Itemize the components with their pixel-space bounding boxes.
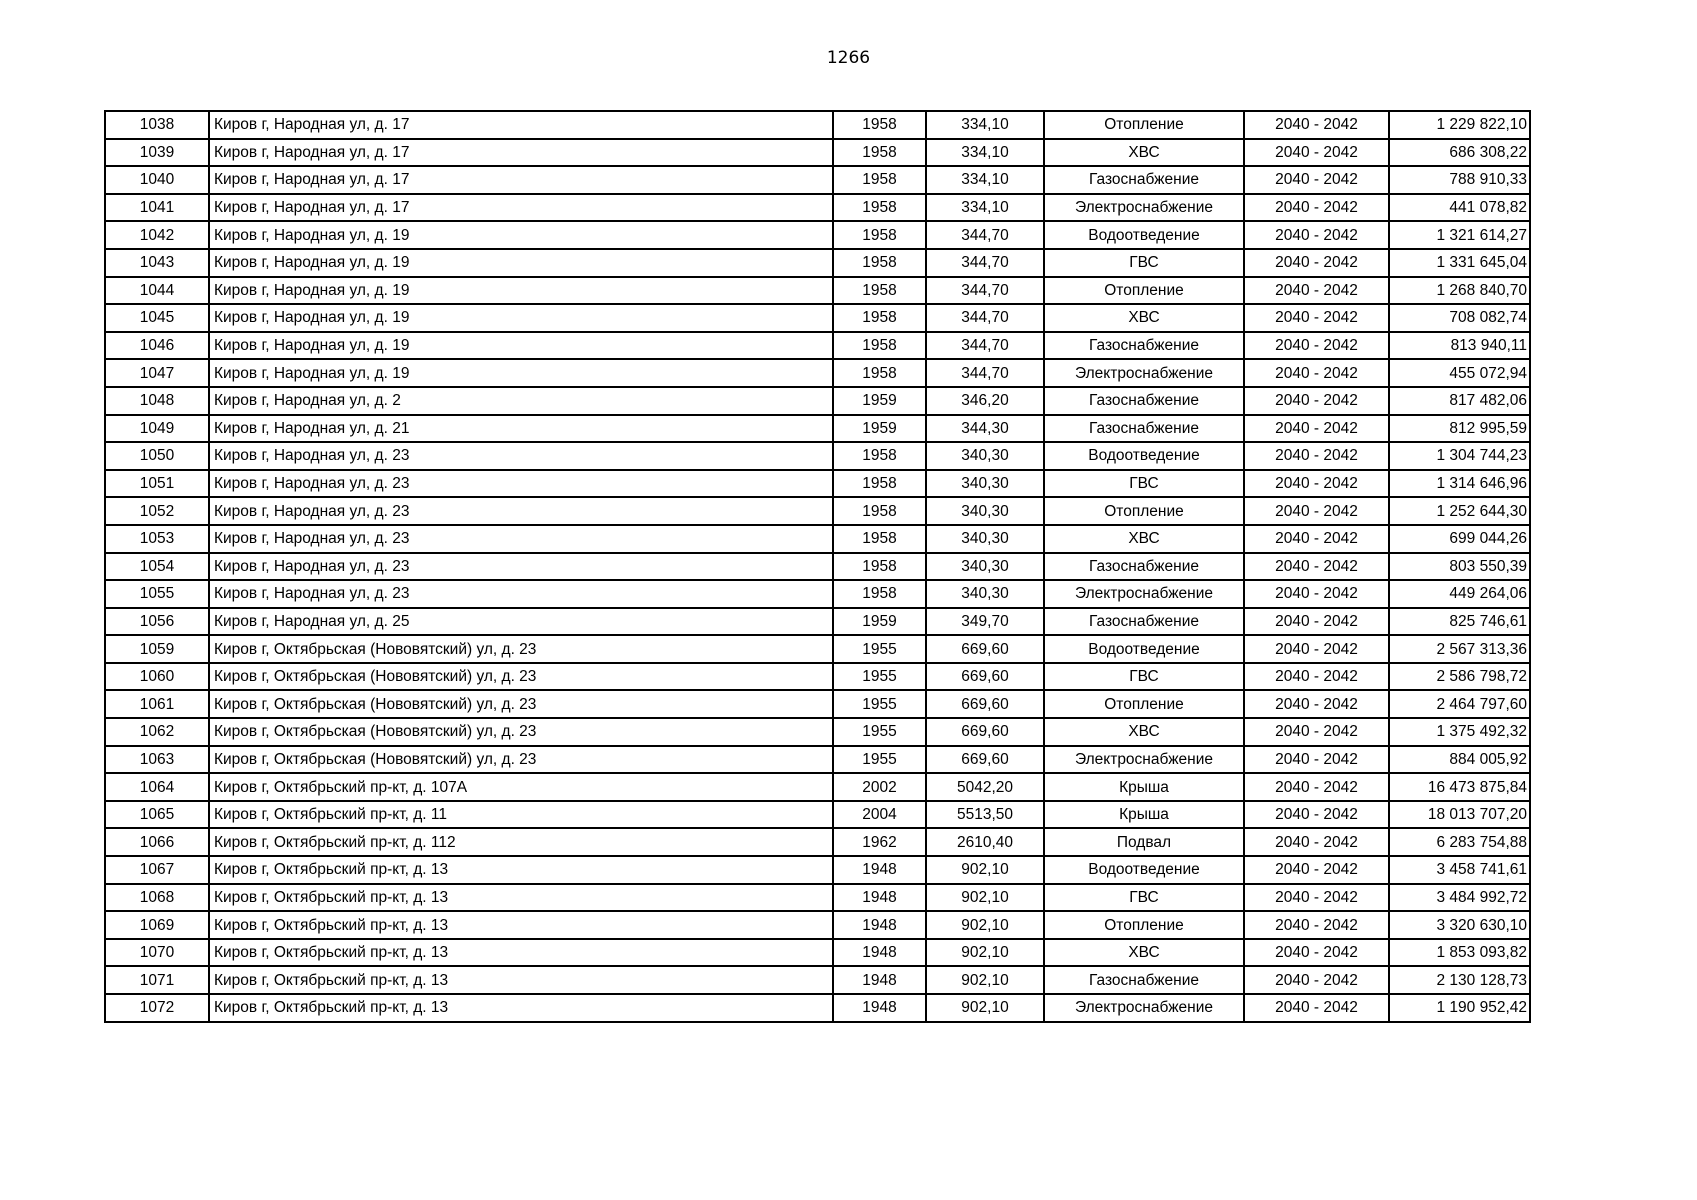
year-built-cell: 1958 <box>833 304 926 332</box>
address-cell: Киров г, Народная ул, д. 23 <box>209 442 833 470</box>
work-type-cell: Электроснабжение <box>1044 194 1244 222</box>
table-row <box>105 387 1530 415</box>
year-built-cell: 1958 <box>833 194 926 222</box>
row-number: 1060 <box>105 663 209 691</box>
year-built-cell: 1955 <box>833 663 926 691</box>
address-cell: Киров г, Октябрьская (Нововятский) ул, д. 23 <box>209 746 833 774</box>
address-cell: Киров г, Народная ул, д. 25 <box>209 608 833 636</box>
table-row <box>105 111 1530 139</box>
table-row <box>105 304 1530 332</box>
row-number: 1072 <box>105 994 209 1022</box>
area-cell: 344,70 <box>926 332 1044 360</box>
period-cell: 2040 - 2042 <box>1244 387 1389 415</box>
table-row <box>105 497 1530 525</box>
year-built-cell: 1958 <box>833 359 926 387</box>
cost-cell: 1 252 644,30 <box>1389 497 1530 525</box>
row-number: 1044 <box>105 277 209 305</box>
year-built-cell: 1948 <box>833 966 926 994</box>
row-number: 1039 <box>105 139 209 167</box>
cost-cell: 817 482,06 <box>1389 387 1530 415</box>
area-cell: 344,70 <box>926 249 1044 277</box>
work-type-cell: Водоотведение <box>1044 856 1244 884</box>
address-cell: Киров г, Октябрьский пр-кт, д. 112 <box>209 828 833 856</box>
address-cell: Киров г, Октябрьский пр-кт, д. 13 <box>209 856 833 884</box>
cost-cell: 813 940,11 <box>1389 332 1530 360</box>
address-cell: Киров г, Октябрьская (Нововятский) ул, д. 23 <box>209 690 833 718</box>
year-built-cell: 1958 <box>833 525 926 553</box>
year-built-cell: 1958 <box>833 111 926 139</box>
address-cell: Киров г, Народная ул, д. 19 <box>209 359 833 387</box>
area-cell: 669,60 <box>926 635 1044 663</box>
year-built-cell: 1958 <box>833 332 926 360</box>
work-type-cell: Водоотведение <box>1044 635 1244 663</box>
table-row <box>105 994 1530 1022</box>
row-number: 1043 <box>105 249 209 277</box>
period-cell: 2040 - 2042 <box>1244 663 1389 691</box>
table-row <box>105 801 1530 829</box>
cost-cell: 1 229 822,10 <box>1389 111 1530 139</box>
period-cell: 2040 - 2042 <box>1244 470 1389 498</box>
table-row <box>105 277 1530 305</box>
period-cell: 2040 - 2042 <box>1244 525 1389 553</box>
cost-cell: 803 550,39 <box>1389 553 1530 581</box>
year-built-cell: 1948 <box>833 911 926 939</box>
work-type-cell: Отопление <box>1044 277 1244 305</box>
cost-cell: 3 320 630,10 <box>1389 911 1530 939</box>
period-cell: 2040 - 2042 <box>1244 718 1389 746</box>
work-type-cell: ХВС <box>1044 139 1244 167</box>
address-cell: Киров г, Народная ул, д. 21 <box>209 415 833 443</box>
row-number: 1054 <box>105 553 209 581</box>
cost-cell: 18 013 707,20 <box>1389 801 1530 829</box>
address-cell: Киров г, Народная ул, д. 19 <box>209 304 833 332</box>
table-row <box>105 635 1530 663</box>
table-row <box>105 663 1530 691</box>
period-cell: 2040 - 2042 <box>1244 249 1389 277</box>
table-row <box>105 911 1530 939</box>
period-cell: 2040 - 2042 <box>1244 801 1389 829</box>
cost-cell: 1 375 492,32 <box>1389 718 1530 746</box>
area-cell: 902,10 <box>926 911 1044 939</box>
period-cell: 2040 - 2042 <box>1244 773 1389 801</box>
cost-cell: 2 586 798,72 <box>1389 663 1530 691</box>
address-cell: Киров г, Народная ул, д. 17 <box>209 139 833 167</box>
table-row <box>105 442 1530 470</box>
period-cell: 2040 - 2042 <box>1244 690 1389 718</box>
row-number: 1051 <box>105 470 209 498</box>
table-row <box>105 773 1530 801</box>
work-type-cell: Крыша <box>1044 773 1244 801</box>
period-cell: 2040 - 2042 <box>1244 194 1389 222</box>
address-cell: Киров г, Октябрьский пр-кт, д. 13 <box>209 994 833 1022</box>
address-cell: Киров г, Октябрьская (Нововятский) ул, д. 23 <box>209 635 833 663</box>
year-built-cell: 2004 <box>833 801 926 829</box>
row-number: 1047 <box>105 359 209 387</box>
area-cell: 340,30 <box>926 580 1044 608</box>
row-number: 1041 <box>105 194 209 222</box>
period-cell: 2040 - 2042 <box>1244 828 1389 856</box>
period-cell: 2040 - 2042 <box>1244 277 1389 305</box>
area-cell: 346,20 <box>926 387 1044 415</box>
address-cell: Киров г, Октябрьский пр-кт, д. 13 <box>209 911 833 939</box>
cost-cell: 686 308,22 <box>1389 139 1530 167</box>
row-number: 1068 <box>105 884 209 912</box>
period-cell: 2040 - 2042 <box>1244 939 1389 967</box>
work-type-cell: Отопление <box>1044 690 1244 718</box>
cost-cell: 1 331 645,04 <box>1389 249 1530 277</box>
work-type-cell: Электроснабжение <box>1044 746 1244 774</box>
period-cell: 2040 - 2042 <box>1244 553 1389 581</box>
row-number: 1062 <box>105 718 209 746</box>
address-cell: Киров г, Народная ул, д. 17 <box>209 194 833 222</box>
table-row <box>105 194 1530 222</box>
area-cell: 334,10 <box>926 194 1044 222</box>
period-cell: 2040 - 2042 <box>1244 994 1389 1022</box>
cost-cell: 1 314 646,96 <box>1389 470 1530 498</box>
table-row <box>105 553 1530 581</box>
work-type-cell: Газоснабжение <box>1044 332 1244 360</box>
address-cell: Киров г, Народная ул, д. 17 <box>209 111 833 139</box>
work-type-cell: Газоснабжение <box>1044 608 1244 636</box>
area-cell: 340,30 <box>926 497 1044 525</box>
table-row <box>105 828 1530 856</box>
table-row <box>105 939 1530 967</box>
year-built-cell: 1958 <box>833 470 926 498</box>
table-row <box>105 580 1530 608</box>
cost-cell: 441 078,82 <box>1389 194 1530 222</box>
row-number: 1042 <box>105 221 209 249</box>
area-cell: 340,30 <box>926 470 1044 498</box>
row-number: 1048 <box>105 387 209 415</box>
year-built-cell: 1948 <box>833 856 926 884</box>
period-cell: 2040 - 2042 <box>1244 415 1389 443</box>
address-cell: Киров г, Октябрьская (Нововятский) ул, д. 23 <box>209 718 833 746</box>
work-type-cell: ГВС <box>1044 249 1244 277</box>
period-cell: 2040 - 2042 <box>1244 856 1389 884</box>
area-cell: 334,10 <box>926 166 1044 194</box>
row-number: 1055 <box>105 580 209 608</box>
table-row <box>105 166 1530 194</box>
cost-cell: 455 072,94 <box>1389 359 1530 387</box>
row-number: 1061 <box>105 690 209 718</box>
year-built-cell: 2002 <box>833 773 926 801</box>
table-row <box>105 718 1530 746</box>
year-built-cell: 1962 <box>833 828 926 856</box>
cost-cell: 3 458 741,61 <box>1389 856 1530 884</box>
period-cell: 2040 - 2042 <box>1244 221 1389 249</box>
table-row <box>105 884 1530 912</box>
area-cell: 669,60 <box>926 690 1044 718</box>
work-type-cell: Отопление <box>1044 497 1244 525</box>
cost-cell: 16 473 875,84 <box>1389 773 1530 801</box>
address-cell: Киров г, Октябрьский пр-кт, д. 13 <box>209 884 833 912</box>
address-cell: Киров г, Народная ул, д. 23 <box>209 525 833 553</box>
table-row <box>105 856 1530 884</box>
period-cell: 2040 - 2042 <box>1244 497 1389 525</box>
area-cell: 344,70 <box>926 277 1044 305</box>
period-cell: 2040 - 2042 <box>1244 304 1389 332</box>
cost-cell: 1 853 093,82 <box>1389 939 1530 967</box>
work-type-cell: ХВС <box>1044 525 1244 553</box>
area-cell: 5513,50 <box>926 801 1044 829</box>
area-cell: 669,60 <box>926 746 1044 774</box>
work-type-cell: ГВС <box>1044 470 1244 498</box>
work-type-cell: Газоснабжение <box>1044 966 1244 994</box>
address-cell: Киров г, Народная ул, д. 23 <box>209 470 833 498</box>
cost-cell: 3 484 992,72 <box>1389 884 1530 912</box>
row-number: 1070 <box>105 939 209 967</box>
row-number: 1045 <box>105 304 209 332</box>
area-cell: 344,70 <box>926 304 1044 332</box>
area-cell: 902,10 <box>926 856 1044 884</box>
address-cell: Киров г, Октябрьская (Нововятский) ул, д. 23 <box>209 663 833 691</box>
period-cell: 2040 - 2042 <box>1244 608 1389 636</box>
year-built-cell: 1948 <box>833 939 926 967</box>
row-number: 1069 <box>105 911 209 939</box>
work-type-cell: ГВС <box>1044 884 1244 912</box>
table-row <box>105 690 1530 718</box>
table-body <box>105 111 1530 1022</box>
year-built-cell: 1959 <box>833 415 926 443</box>
address-cell: Киров г, Народная ул, д. 2 <box>209 387 833 415</box>
row-number: 1052 <box>105 497 209 525</box>
table-row <box>105 608 1530 636</box>
area-cell: 5042,20 <box>926 773 1044 801</box>
cost-cell: 1 268 840,70 <box>1389 277 1530 305</box>
cost-cell: 1 190 952,42 <box>1389 994 1530 1022</box>
repair-schedule-table <box>104 110 1531 1023</box>
period-cell: 2040 - 2042 <box>1244 966 1389 994</box>
address-cell: Киров г, Народная ул, д. 23 <box>209 497 833 525</box>
row-number: 1063 <box>105 746 209 774</box>
work-type-cell: Газоснабжение <box>1044 553 1244 581</box>
work-type-cell: Отопление <box>1044 911 1244 939</box>
year-built-cell: 1958 <box>833 497 926 525</box>
area-cell: 340,30 <box>926 442 1044 470</box>
row-number: 1059 <box>105 635 209 663</box>
year-built-cell: 1958 <box>833 580 926 608</box>
work-type-cell: Электроснабжение <box>1044 994 1244 1022</box>
row-number: 1040 <box>105 166 209 194</box>
table-row <box>105 746 1530 774</box>
area-cell: 340,30 <box>926 553 1044 581</box>
work-type-cell: Электроснабжение <box>1044 359 1244 387</box>
row-number: 1046 <box>105 332 209 360</box>
work-type-cell: Подвал <box>1044 828 1244 856</box>
area-cell: 669,60 <box>926 718 1044 746</box>
cost-cell: 699 044,26 <box>1389 525 1530 553</box>
work-type-cell: Отопление <box>1044 111 1244 139</box>
address-cell: Киров г, Октябрьский пр-кт, д. 11 <box>209 801 833 829</box>
address-cell: Киров г, Октябрьский пр-кт, д. 13 <box>209 939 833 967</box>
cost-cell: 884 005,92 <box>1389 746 1530 774</box>
row-number: 1067 <box>105 856 209 884</box>
row-number: 1071 <box>105 966 209 994</box>
work-type-cell: Водоотведение <box>1044 221 1244 249</box>
year-built-cell: 1955 <box>833 746 926 774</box>
table-row <box>105 415 1530 443</box>
work-type-cell: Газоснабжение <box>1044 387 1244 415</box>
row-number: 1050 <box>105 442 209 470</box>
address-cell: Киров г, Народная ул, д. 19 <box>209 332 833 360</box>
area-cell: 2610,40 <box>926 828 1044 856</box>
area-cell: 334,10 <box>926 111 1044 139</box>
page-number: 1266 <box>826 48 871 68</box>
address-cell: Киров г, Народная ул, д. 23 <box>209 580 833 608</box>
cost-cell: 6 283 754,88 <box>1389 828 1530 856</box>
address-cell: Киров г, Октябрьский пр-кт, д. 13 <box>209 966 833 994</box>
table-row <box>105 139 1530 167</box>
area-cell: 344,30 <box>926 415 1044 443</box>
year-built-cell: 1959 <box>833 608 926 636</box>
area-cell: 340,30 <box>926 525 1044 553</box>
address-cell: Киров г, Народная ул, д. 19 <box>209 277 833 305</box>
cost-cell: 2 464 797,60 <box>1389 690 1530 718</box>
row-number: 1065 <box>105 801 209 829</box>
area-cell: 669,60 <box>926 663 1044 691</box>
table-row <box>105 470 1530 498</box>
cost-cell: 825 746,61 <box>1389 608 1530 636</box>
address-cell: Киров г, Народная ул, д. 23 <box>209 553 833 581</box>
area-cell: 902,10 <box>926 966 1044 994</box>
cost-cell: 449 264,06 <box>1389 580 1530 608</box>
year-built-cell: 1958 <box>833 221 926 249</box>
area-cell: 902,10 <box>926 884 1044 912</box>
cost-cell: 788 910,33 <box>1389 166 1530 194</box>
year-built-cell: 1955 <box>833 635 926 663</box>
period-cell: 2040 - 2042 <box>1244 442 1389 470</box>
area-cell: 349,70 <box>926 608 1044 636</box>
year-built-cell: 1958 <box>833 442 926 470</box>
year-built-cell: 1958 <box>833 277 926 305</box>
cost-cell: 1 304 744,23 <box>1389 442 1530 470</box>
year-built-cell: 1955 <box>833 718 926 746</box>
work-type-cell: Газоснабжение <box>1044 415 1244 443</box>
table-row <box>105 966 1530 994</box>
period-cell: 2040 - 2042 <box>1244 111 1389 139</box>
period-cell: 2040 - 2042 <box>1244 911 1389 939</box>
table-row <box>105 332 1530 360</box>
period-cell: 2040 - 2042 <box>1244 884 1389 912</box>
year-built-cell: 1955 <box>833 690 926 718</box>
work-type-cell: ХВС <box>1044 718 1244 746</box>
row-number: 1053 <box>105 525 209 553</box>
table-row <box>105 221 1530 249</box>
table-row <box>105 359 1530 387</box>
work-type-cell: ХВС <box>1044 304 1244 332</box>
year-built-cell: 1948 <box>833 884 926 912</box>
row-number: 1064 <box>105 773 209 801</box>
year-built-cell: 1948 <box>833 994 926 1022</box>
table-row <box>105 525 1530 553</box>
row-number: 1049 <box>105 415 209 443</box>
year-built-cell: 1959 <box>833 387 926 415</box>
cost-cell: 812 995,59 <box>1389 415 1530 443</box>
year-built-cell: 1958 <box>833 249 926 277</box>
row-number: 1056 <box>105 608 209 636</box>
area-cell: 334,10 <box>926 139 1044 167</box>
row-number: 1066 <box>105 828 209 856</box>
work-type-cell: Крыша <box>1044 801 1244 829</box>
period-cell: 2040 - 2042 <box>1244 139 1389 167</box>
period-cell: 2040 - 2042 <box>1244 332 1389 360</box>
area-cell: 902,10 <box>926 939 1044 967</box>
cost-cell: 1 321 614,27 <box>1389 221 1530 249</box>
work-type-cell: ГВС <box>1044 663 1244 691</box>
period-cell: 2040 - 2042 <box>1244 635 1389 663</box>
address-cell: Киров г, Народная ул, д. 17 <box>209 166 833 194</box>
period-cell: 2040 - 2042 <box>1244 746 1389 774</box>
year-built-cell: 1958 <box>833 553 926 581</box>
work-type-cell: ХВС <box>1044 939 1244 967</box>
area-cell: 902,10 <box>926 994 1044 1022</box>
cost-cell: 2 130 128,73 <box>1389 966 1530 994</box>
address-cell: Киров г, Народная ул, д. 19 <box>209 249 833 277</box>
table-row <box>105 249 1530 277</box>
area-cell: 344,70 <box>926 359 1044 387</box>
address-cell: Киров г, Народная ул, д. 19 <box>209 221 833 249</box>
work-type-cell: Водоотведение <box>1044 442 1244 470</box>
year-built-cell: 1958 <box>833 166 926 194</box>
period-cell: 2040 - 2042 <box>1244 359 1389 387</box>
area-cell: 344,70 <box>926 221 1044 249</box>
period-cell: 2040 - 2042 <box>1244 580 1389 608</box>
cost-cell: 708 082,74 <box>1389 304 1530 332</box>
row-number: 1038 <box>105 111 209 139</box>
cost-cell: 2 567 313,36 <box>1389 635 1530 663</box>
year-built-cell: 1958 <box>833 139 926 167</box>
address-cell: Киров г, Октябрьский пр-кт, д. 107А <box>209 773 833 801</box>
work-type-cell: Электроснабжение <box>1044 580 1244 608</box>
work-type-cell: Газоснабжение <box>1044 166 1244 194</box>
period-cell: 2040 - 2042 <box>1244 166 1389 194</box>
